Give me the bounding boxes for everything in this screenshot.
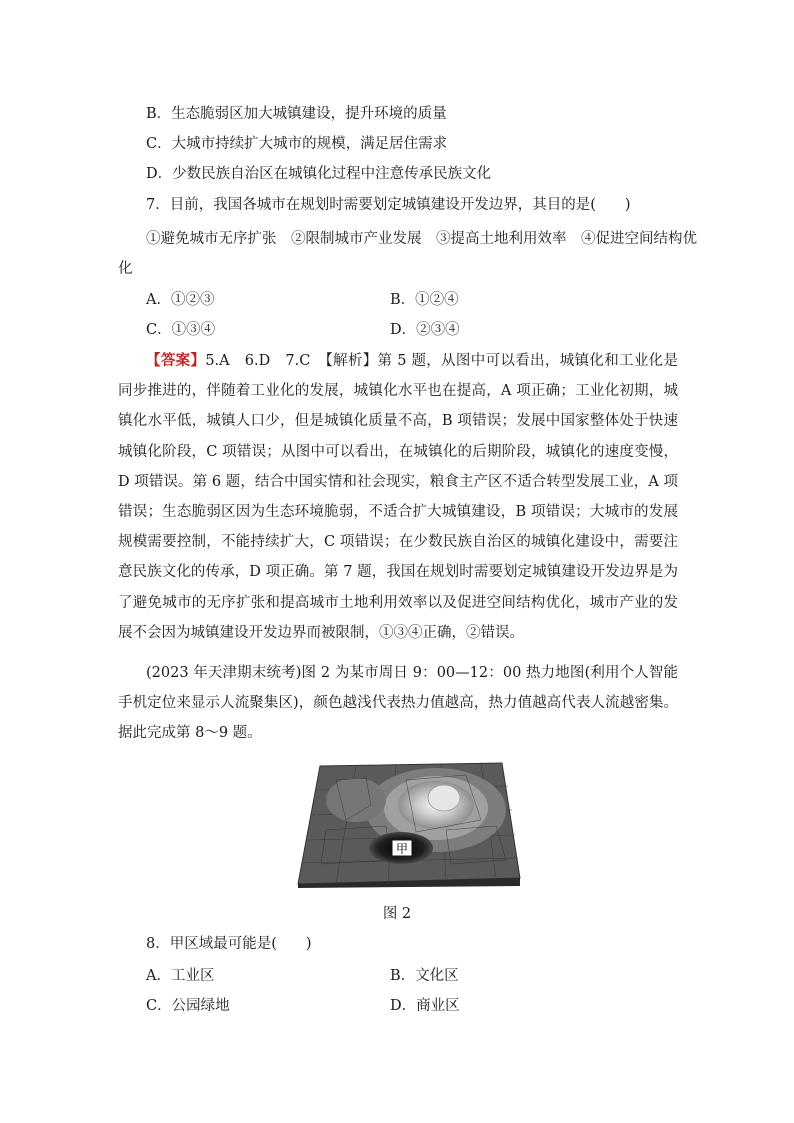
option-7b: B．①②④ — [390, 292, 459, 308]
intro-paragraph: (2023 年天津期末统考)图 2 为某市周日 9：00—12：00 热力地图(利用个人智能手机定位来显示人流聚集区)，颜色越浅代表热力值越高，热力值越高代表人流越密集。据此完成第 8～9 题。 — [118, 665, 678, 742]
option-8a: A．工业区 — [146, 968, 215, 984]
option-8b: B．文化区 — [390, 968, 459, 984]
figure-caption: 图 2 — [382, 906, 412, 922]
option-8c: C．公园绿地 — [146, 998, 230, 1014]
question-7-items-cont: 化 — [118, 261, 133, 277]
marker-jia: 甲 — [395, 842, 409, 856]
option-6c: C．大城市持续扩大城市的规模，满足居住需求 — [146, 136, 448, 152]
answer-text: 5.A 6.D 7.C 【解析】第 5 题，从图中可以看出，城镇化和工业化是同步推进的，伴随着工业化的发展，城镇化水平也在提高，A 项正确；工业化初期，城镇化水平低，城镇人口少，但是城镇化质量不高，B 项错误；发展中国家整体处于快速城镇化阶段，C 项错误；从图中可以看出，在城镇化的后期阶段，城镇化的速度变慢，D 项错误。第 6 题，结合中国实情和社会现实，粮食主产区不适合转型发展工业，A 项错误；生态脆弱区因为生态环境脆弱，不适合扩大城镇建设，B 项错误；大城市的发展规模需要控制，不能持续扩大，C 项错误；在少数民族自治区的城镇化建设中，需要注意民族文化的传承，D 项正确。第 7 题，我国在规划时需要划定城镇建设开发边界是为了避免城市的无序扩张和提高城市土地利用效率以及促进空间结构优化，城市产业的发展不会因为城镇建设开发边界而被限制，①③④正确，②错误。 — [118, 353, 679, 641]
option-7d: D．②③④ — [390, 322, 460, 338]
answer-block — [118, 346, 678, 648]
answer-label: 【答案】 — [146, 352, 206, 369]
question-7-items: ①避免城市无序扩张 ②限制城市产业发展 ③提高土地利用效率 ④促进空间结构优 — [146, 231, 697, 247]
question-7-stem: 7．目前，我国各城市在规划时需要划定城镇建设开发边界，其目的是( ) — [146, 197, 631, 213]
option-7c: C．①③④ — [146, 322, 216, 338]
option-6d: D．少数民族自治区在城镇化过程中注意传承民族文化 — [146, 166, 492, 182]
heat-map-image — [296, 760, 522, 888]
option-7a: A．①②③ — [146, 292, 215, 308]
option-6b: B．生态脆弱区加大城镇建设，提升环境的质量 — [146, 106, 447, 122]
option-8d: D．商业区 — [390, 998, 460, 1014]
heat-map-figure — [296, 760, 522, 888]
question-8-stem: 8．甲区域最可能是( ) — [146, 936, 312, 952]
